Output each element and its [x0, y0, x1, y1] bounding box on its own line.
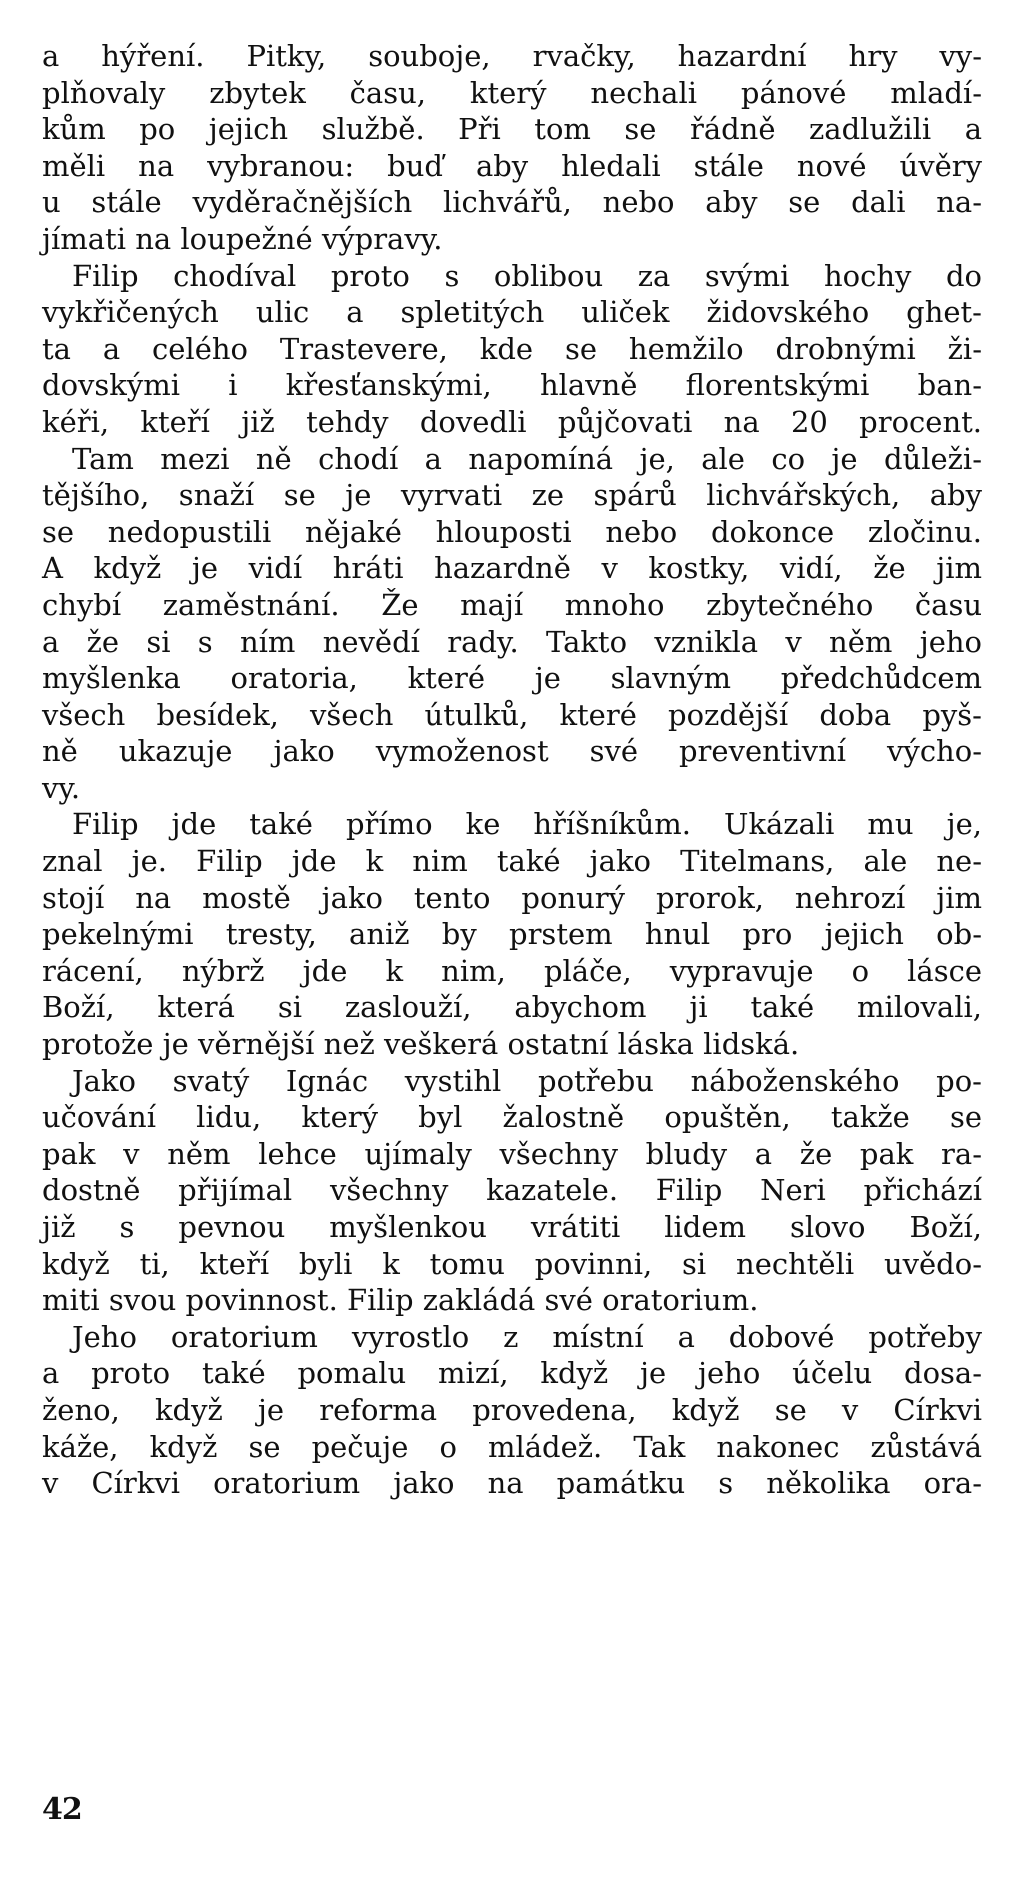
text-block — [42, 38, 982, 1502]
text-line: ně ukazuje jako vymoženost své preventivní výcho- — [42, 734, 982, 769]
text-line: vy. — [42, 770, 81, 805]
text-line: když ti, kteří byli k tomu povinni, si nechtěli uvědo- — [42, 1246, 982, 1281]
text-line: ženo, když je reforma provedena, když se v Církvi — [42, 1392, 982, 1427]
text-line: rácení, nýbrž jde k nim, pláče, vypravuje o lásce — [42, 953, 982, 988]
text-line: káže, když se pečuje o mládež. Tak nakonec zůstává — [42, 1429, 982, 1464]
text-line: již s pevnou myšlenkou vrátiti lidem slovo Boží, — [42, 1210, 982, 1244]
page-body — [42, 38, 982, 1502]
text-line: A když je vidí hráti hazardně v kostky, vidí, že jim — [42, 551, 982, 586]
text-line: Boží, která si zaslouží, abychom ji také milovali, — [42, 990, 982, 1025]
text-line: a proto také pomalu mizí, když je jeho účelu dosa- — [42, 1356, 982, 1391]
text-line: vykřičených ulic a spletitých uliček židovského ghet- — [42, 295, 982, 330]
text-line: a hýření. Pitky, souboje, rvačky, hazardní hry vy- — [42, 39, 982, 73]
text-line: miti svou povinnost. Filip zakládá své oratorium. — [42, 1283, 759, 1318]
text-line: v Církvi oratorium jako na památku s několika ora- — [42, 1466, 982, 1501]
text-line: pekelnými tresty, aniž by prstem hnul pro jejich ob- — [42, 917, 982, 952]
text-line: se nedopustili nějaké hlouposti nebo dokonce zločinu. — [42, 514, 982, 549]
text-line: plňovaly zbytek času, který nechali pánové mladí- — [42, 75, 982, 110]
text-line: a že si s ním nevědí rady. Takto vznikla v něm jeho — [42, 624, 982, 659]
text-line: dovskými i křesťanskými, hlavně florentskými ban- — [42, 368, 982, 403]
text-line: Filip chodíval proto s oblibou za svými hochy do — [72, 258, 982, 293]
text-line: znal je. Filip jde k nim také jako Titelmans, ale ne- — [42, 844, 982, 879]
text-line: protože je věrnější než veškerá ostatní láska lidská. — [42, 1027, 800, 1062]
text-line: Tam mezi ně chodí a napomíná je, ale co je důleži- — [72, 441, 982, 476]
text-line: Jako svatý Ignác vystihl potřebu náboženského po- — [72, 1063, 982, 1098]
text-line: myšlenka oratoria, které je slavným předchůdcem — [42, 661, 982, 696]
text-line: kéři, kteří již tehdy dovedli půjčovati na 20 procent. — [42, 404, 982, 439]
text-line: jímati na loupežné výpravy. — [42, 221, 443, 256]
text-line: učování lidu, který byl žalostně opuštěn, takže se — [42, 1100, 982, 1135]
text-line: stojí na mostě jako tento ponurý prorok, nehrozí jim — [42, 880, 982, 915]
text-line: Jeho oratorium vyrostlo z místní a dobové potřeby — [72, 1319, 982, 1354]
text-line: ta a celého Trastevere, kde se hemžilo drobnými ži- — [42, 331, 982, 366]
text-line: kům po jejich službě. Při tom se řádně zadlužili a — [42, 112, 982, 147]
text-line: pak v něm lehce ujímaly všechny bludy a že pak ra- — [42, 1136, 982, 1171]
text-line: Filip jde také přímo ke hříšníkům. Ukázali mu je, — [72, 807, 982, 842]
text-line: tějšího, snaží se je vyrvati ze spárů lichvářských, aby — [42, 478, 982, 513]
text-line: dostně přijímal všechny kazatele. Filip Neri přichází — [42, 1173, 982, 1208]
text-line: všech besídek, všech útulků, které pozdější doba pyš- — [42, 697, 982, 732]
text-line: měli na vybranou: buď aby hledali stále nové úvěry — [42, 148, 982, 183]
text-line: chybí zaměstnání. Že mají mnoho zbytečného času — [42, 587, 982, 622]
text-line: u stále vyděračnějších lichvářů, nebo aby se dali na- — [42, 185, 982, 220]
page-number: 42 — [42, 1792, 82, 1827]
